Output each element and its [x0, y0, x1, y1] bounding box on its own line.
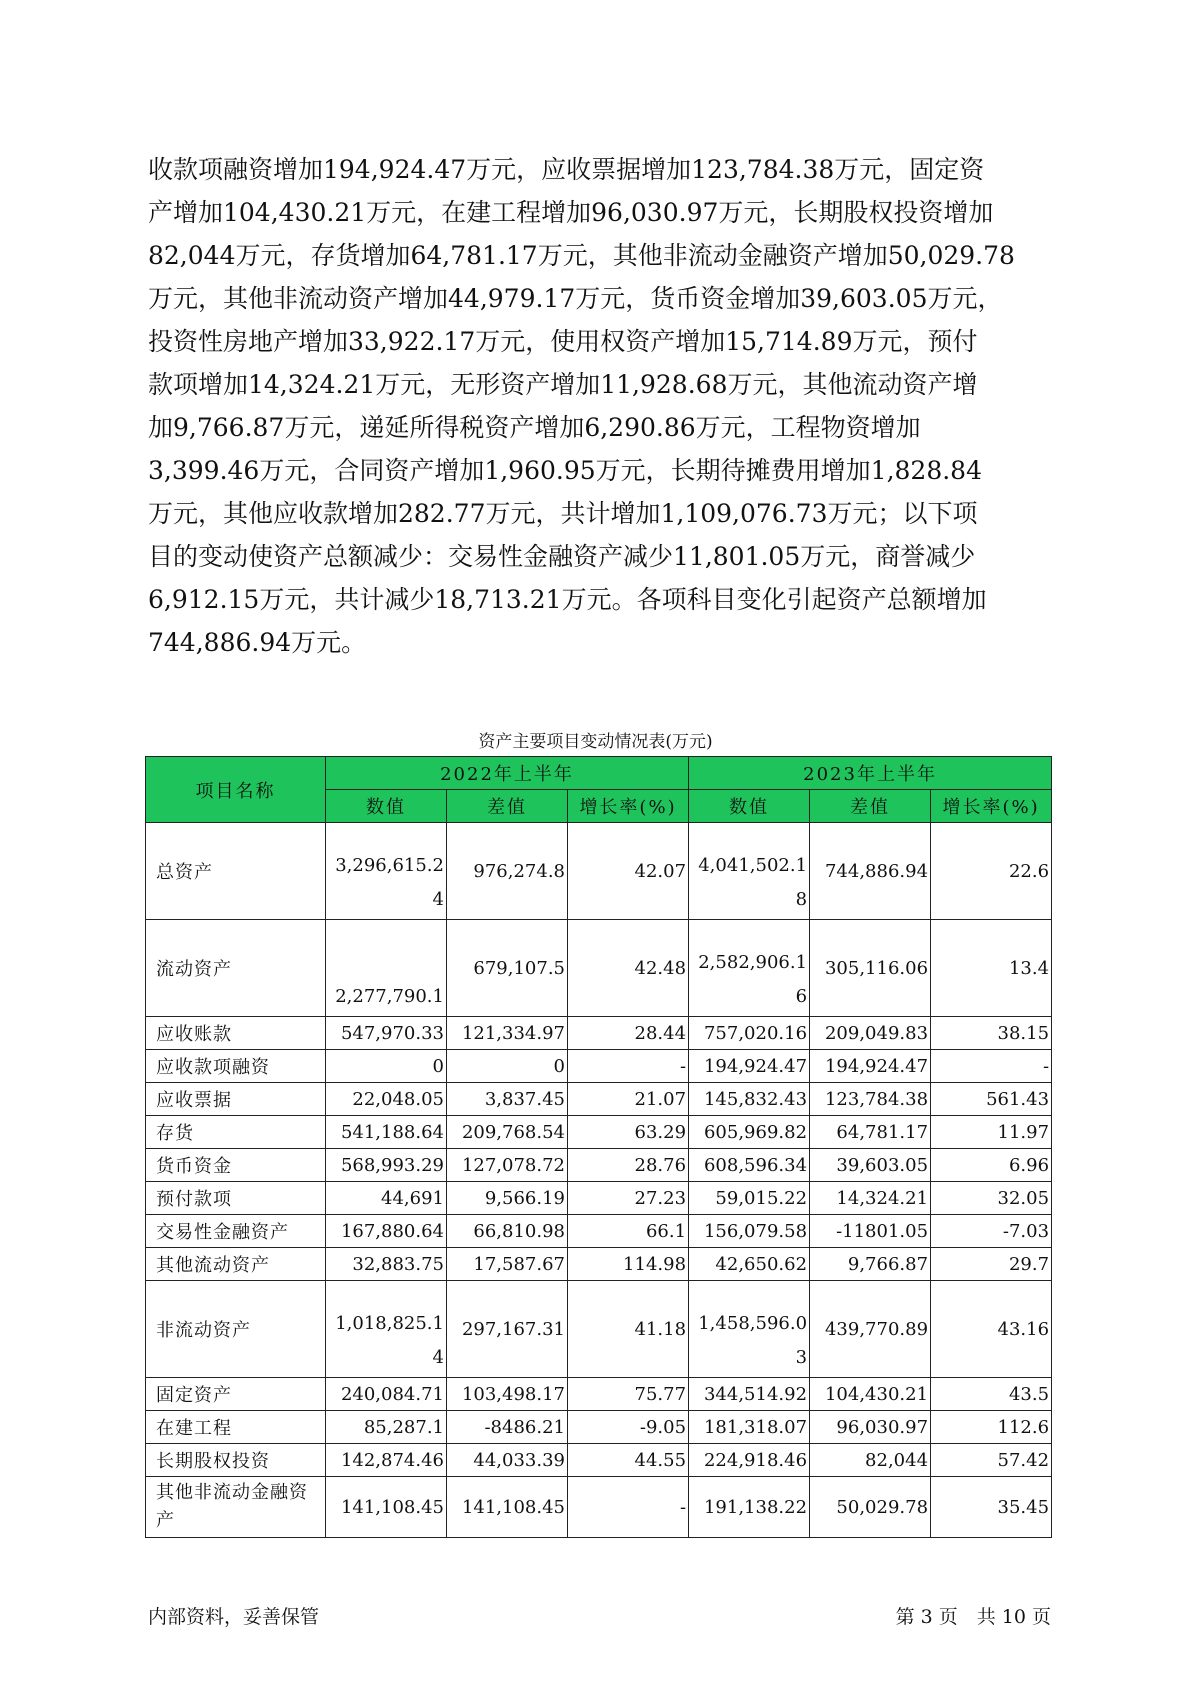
cell-2023-value: 156,079.58 [689, 1215, 810, 1248]
cell-2023-diff: 305,116.06 [810, 920, 931, 1017]
para-line: 6,912.15万元，共计减少18,713.21万元。各项科目变化引起资产总额增加 [148, 585, 987, 614]
cell-2023-growth: 43.5 [931, 1378, 1052, 1411]
row-item-name: 长期股权投资 [146, 1444, 326, 1477]
cell-2023-diff: 96,030.97 [810, 1411, 931, 1444]
cell-2023-growth: -7.03 [931, 1215, 1052, 1248]
cell-2022-value: 2,277,790.1 [326, 920, 447, 1017]
row-item-name: 其他流动资产 [146, 1248, 326, 1281]
cell-2023-diff: 123,784.38 [810, 1083, 931, 1116]
cell-2022-growth: 28.44 [568, 1017, 689, 1050]
cell-2023-growth: 43.16 [931, 1281, 1052, 1378]
table-row [146, 1050, 1052, 1083]
cell-2023-value: 224,918.46 [689, 1444, 810, 1477]
cell-2022-value: 240,084.71 [326, 1378, 447, 1411]
header-diff: 差值 [810, 790, 931, 823]
cell-2022-growth: 41.18 [568, 1281, 689, 1378]
cell-2023-growth: 38.15 [931, 1017, 1052, 1050]
cell-2023-value: 194,924.47 [689, 1050, 810, 1083]
table-row [146, 1116, 1052, 1149]
cell-2023-diff: 39,603.05 [810, 1149, 931, 1182]
cell-2022-growth: 42.07 [568, 823, 689, 920]
cell-2022-growth: 21.07 [568, 1083, 689, 1116]
cell-2022-growth: 66.1 [568, 1215, 689, 1248]
table-row [146, 1444, 1052, 1477]
footer-confidential: 内部资料，妥善保管 [148, 1606, 320, 1628]
cell-2022-diff: 976,274.8 [447, 823, 568, 920]
table-row [146, 1411, 1052, 1444]
cell-2023-value: 608,596.34 [689, 1149, 810, 1182]
cell-2023-diff: 50,029.78 [810, 1477, 931, 1538]
header-diff: 差值 [447, 790, 568, 823]
cell-2022-growth: 44.55 [568, 1444, 689, 1477]
cell-2022-value: 3,296,615.24 [326, 823, 447, 920]
row-item-name: 货币资金 [146, 1149, 326, 1182]
cell-2022-diff: 297,167.31 [447, 1281, 568, 1378]
cell-2023-diff: 194,924.47 [810, 1050, 931, 1083]
cell-2022-value: 568,993.29 [326, 1149, 447, 1182]
header-value: 数值 [689, 790, 810, 823]
row-item-name: 非流动资产 [146, 1281, 326, 1378]
table-row [146, 920, 1052, 1017]
cell-2022-diff: 9,566.19 [447, 1182, 568, 1215]
para-line: 目的变动使资产总额减少：交易性金融资产减少11,801.05万元，商誉减少 [148, 542, 976, 571]
cell-2022-value: 167,880.64 [326, 1215, 447, 1248]
cell-2023-growth: 561.43 [931, 1083, 1052, 1116]
cell-2022-diff: 679,107.5 [447, 920, 568, 1017]
table-row [146, 1017, 1052, 1050]
cell-2023-diff: 14,324.21 [810, 1182, 931, 1215]
cell-2022-value: 22,048.05 [326, 1083, 447, 1116]
header-growth: 增长率(%) [568, 790, 689, 823]
cell-2022-diff: 3,837.45 [447, 1083, 568, 1116]
cell-2023-value: 605,969.82 [689, 1116, 810, 1149]
cell-2022-value: 0 [326, 1050, 447, 1083]
cell-2023-value: 344,514.92 [689, 1378, 810, 1411]
cell-2022-growth: 28.76 [568, 1149, 689, 1182]
para-line: 产增加104,430.21万元，在建工程增加96,030.97万元，长期股权投资增加 [148, 198, 994, 227]
cell-2023-growth: 112.6 [931, 1411, 1052, 1444]
cell-2022-growth: 75.77 [568, 1378, 689, 1411]
para-line: 款项增加14,324.21万元，无形资产增加11,928.68万元，其他流动资产增 [148, 370, 978, 399]
cell-2023-growth: 11.97 [931, 1116, 1052, 1149]
cell-2022-diff: 127,078.72 [447, 1149, 568, 1182]
row-item-name: 应收款项融资 [146, 1050, 326, 1083]
table-row [146, 1378, 1052, 1411]
cell-2023-diff: 439,770.89 [810, 1281, 931, 1378]
cell-2022-value: 44,691 [326, 1182, 447, 1215]
cell-2022-diff: 66,810.98 [447, 1215, 568, 1248]
para-line: 744,886.94万元。 [148, 628, 367, 657]
row-item-name: 流动资产 [146, 920, 326, 1017]
table-caption: 资产主要项目变动情况表(万元) [478, 732, 713, 752]
cell-2023-value: 191,138.22 [689, 1477, 810, 1538]
para-line: 82,044万元，存货增加64,781.17万元，其他非流动金融资产增加50,029.78 [148, 241, 1015, 270]
header-value: 数值 [326, 790, 447, 823]
cell-2022-diff: 0 [447, 1050, 568, 1083]
row-item-name: 在建工程 [146, 1411, 326, 1444]
cell-2022-value: 547,970.33 [326, 1017, 447, 1050]
cell-2023-growth: 29.7 [931, 1248, 1052, 1281]
cell-2023-value: 1,458,596.03 [689, 1281, 810, 1378]
table-row [146, 1182, 1052, 1215]
cell-2023-value: 2,582,906.16 [689, 920, 810, 1017]
table-row [146, 1281, 1052, 1378]
cell-2022-diff: 121,334.97 [447, 1017, 568, 1050]
cell-2023-value: 42,650.62 [689, 1248, 810, 1281]
cell-2023-diff: 9,766.87 [810, 1248, 931, 1281]
header-item-name: 项目名称 [146, 757, 326, 823]
row-item-name: 固定资产 [146, 1378, 326, 1411]
body-paragraph [148, 148, 1048, 664]
table-row [146, 1477, 1052, 1538]
para-line: 3,399.46万元，合同资产增加1,960.95万元，长期待摊费用增加1,828.84 [148, 456, 982, 485]
row-item-name: 预付款项 [146, 1182, 326, 1215]
cell-2022-value: 142,874.46 [326, 1444, 447, 1477]
cell-2022-diff: 44,033.39 [447, 1444, 568, 1477]
cell-2023-diff: 82,044 [810, 1444, 931, 1477]
asset-change-table [145, 756, 1052, 1538]
cell-2022-diff: 17,587.67 [447, 1248, 568, 1281]
table-row [146, 1215, 1052, 1248]
cell-2022-growth: 42.48 [568, 920, 689, 1017]
table-row [146, 823, 1052, 920]
table-row [146, 1149, 1052, 1182]
cell-2022-diff: 141,108.45 [447, 1477, 568, 1538]
cell-2022-growth: - [568, 1477, 689, 1538]
cell-2022-value: 32,883.75 [326, 1248, 447, 1281]
para-line: 万元，其他应收款增加282.77万元，共计增加1,109,076.73万元；以下项 [148, 499, 978, 528]
cell-2023-value: 145,832.43 [689, 1083, 810, 1116]
cell-2022-growth: - [568, 1050, 689, 1083]
cell-2023-value: 4,041,502.18 [689, 823, 810, 920]
cell-2023-diff: 104,430.21 [810, 1378, 931, 1411]
cell-2022-growth: -9.05 [568, 1411, 689, 1444]
cell-2023-value: 59,015.22 [689, 1182, 810, 1215]
table-body [146, 823, 1052, 1538]
row-item-name: 应收票据 [146, 1083, 326, 1116]
cell-2022-diff: 209,768.54 [447, 1116, 568, 1149]
cell-2022-value: 541,188.64 [326, 1116, 447, 1149]
cell-2023-growth: 57.42 [931, 1444, 1052, 1477]
table-row [146, 1083, 1052, 1116]
row-item-name: 总资产 [146, 823, 326, 920]
row-item-name: 交易性金融资产 [146, 1215, 326, 1248]
row-item-name: 存货 [146, 1116, 326, 1149]
table-row [146, 1248, 1052, 1281]
cell-2023-growth: 35.45 [931, 1477, 1052, 1538]
cell-2022-value: 1,018,825.14 [326, 1281, 447, 1378]
cell-2023-diff: -11801.05 [810, 1215, 931, 1248]
header-growth: 增长率(%) [931, 790, 1052, 823]
cell-2023-diff: 744,886.94 [810, 823, 931, 920]
footer-page-number: 第 3 页 共 10 页 [895, 1606, 1051, 1628]
para-line: 投资性房地产增加33,922.17万元，使用权资产增加15,714.89万元，预付 [148, 327, 978, 356]
cell-2022-value: 141,108.45 [326, 1477, 447, 1538]
cell-2023-diff: 209,049.83 [810, 1017, 931, 1050]
cell-2022-growth: 114.98 [568, 1248, 689, 1281]
para-line: 万元，其他非流动资产增加44,979.17万元，货币资金增加39,603.05万元， [148, 284, 1003, 313]
cell-2023-diff: 64,781.17 [810, 1116, 931, 1149]
header-period-2023: 2023年上半年 [689, 757, 1052, 790]
cell-2023-growth: - [931, 1050, 1052, 1083]
cell-2023-growth: 13.4 [931, 920, 1052, 1017]
cell-2023-growth: 32.05 [931, 1182, 1052, 1215]
cell-2023-growth: 6.96 [931, 1149, 1052, 1182]
row-item-name: 其他非流动金融资产 [146, 1477, 326, 1538]
cell-2022-diff: -8486.21 [447, 1411, 568, 1444]
cell-2023-value: 757,020.16 [689, 1017, 810, 1050]
row-item-name: 应收账款 [146, 1017, 326, 1050]
cell-2022-diff: 103,498.17 [447, 1378, 568, 1411]
cell-2023-value: 181,318.07 [689, 1411, 810, 1444]
cell-2023-growth: 22.6 [931, 823, 1052, 920]
cell-2022-value: 85,287.1 [326, 1411, 447, 1444]
para-line: 加9,766.87万元，递延所得税资产增加6,290.86万元，工程物资增加 [148, 413, 921, 442]
header-period-2022: 2022年上半年 [326, 757, 689, 790]
cell-2022-growth: 63.29 [568, 1116, 689, 1149]
cell-2022-growth: 27.23 [568, 1182, 689, 1215]
para-line: 收款项融资增加194,924.47万元，应收票据增加123,784.38万元，固定资 [148, 155, 985, 184]
